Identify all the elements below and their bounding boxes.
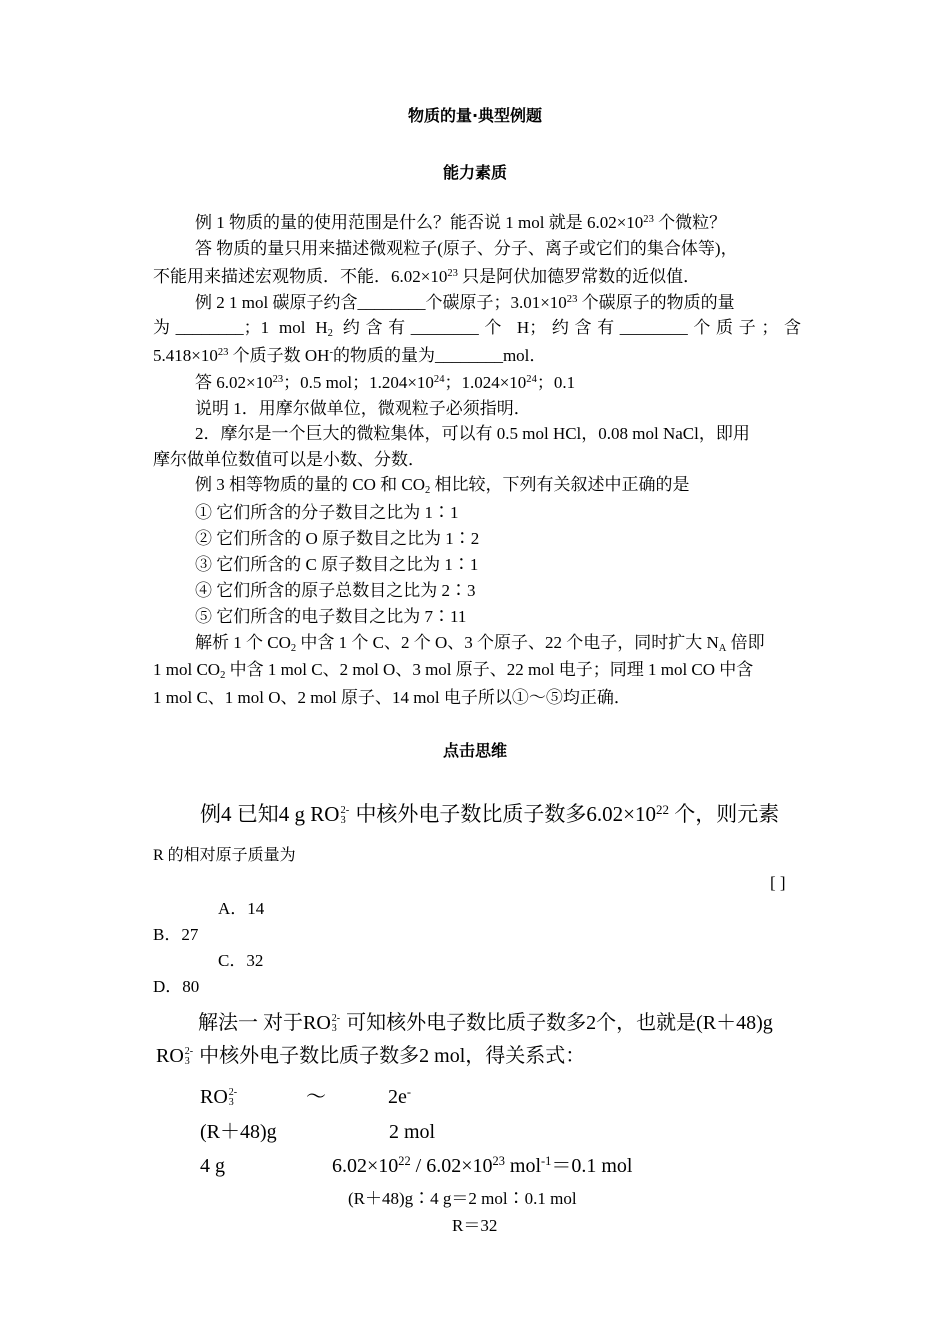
answer-bracket: [ ]: [770, 873, 786, 892]
solution-line-1: 解法一 对于RO 2- 3 可知核外电子数比质子数多2个，也就是(R＋48)g: [198, 1012, 773, 1034]
result-equation: R＝32: [452, 1216, 498, 1235]
example-3-analysis-line-1: 解析 1 个 $CO_2$ 中含 1 个 C、2 个 O、3 个原子、22 个电子，同时扩大 $N_A$ 倍即: [195, 633, 765, 655]
proportion-equation: (R＋48)g∶4 g＝2 mol∶0.1 mol: [348, 1189, 577, 1208]
example-2-line-2: 为________；1 mol $H_2$ 约含有________个 H；约含有________个质子；含: [153, 318, 801, 340]
option-a: A．14: [218, 899, 265, 918]
relation-row-3-mass: 4 g: [200, 1155, 225, 1177]
example-3-item-4: ④ 它们所含的原子总数目之比为 2∶3: [195, 581, 476, 600]
example-3-item-2: ② 它们所含的 O 原子数目之比为 1∶2: [195, 529, 480, 548]
example-4-question: 例4 已知4 g RO 2- 3 中核外电子数比质子数多$6.02\times 10^{22}$ 个，则元素: [200, 801, 780, 826]
relation-tilde: ～: [306, 1086, 326, 1108]
example-2-note-3: 摩尔做单位数值可以是小数、分数．: [153, 450, 425, 469]
example-3-question: 例 3 相等物质的量的 CO 和 $CO_2$ 相比较，下列有关叙述中正确的是: [195, 475, 690, 497]
relation-row-1-formula: RO 2- 3: [200, 1086, 238, 1108]
option-d: D．80: [153, 977, 200, 996]
example-2-note-2: 2．摩尔是一个巨大的微粒集体，可以有 0.5 mol HCl，0.08 mol NaCl，即用: [195, 424, 750, 443]
example-1-answer-line-2: 不能用来描述宏观物质．不能．$6.02\times 10^{23}$ 只是阿伏加德罗常数的近似值．: [153, 267, 701, 286]
example-3-item-3: ③ 它们所含的 C 原子数目之比为 1∶1: [195, 555, 479, 574]
example-3-item-5: ⑤ 它们所含的电子数目之比为 7∶11: [195, 607, 467, 626]
section-heading-ability: 能力素质: [442, 163, 507, 182]
example-2-line-3: $5.418\times 10^{23}$ 个质子数 OH-的物质的量为________mol．: [153, 346, 547, 365]
example-1-answer-line-1: 答 物质的量只用来描述微观粒子(原子、分子、离子或它们的集合体等)，: [195, 239, 738, 258]
relation-row-2-mass: (R＋48)g: [200, 1121, 277, 1143]
example-3-analysis-line-2: 1 mol $CO_2$ 中含 1 mol C、2 mol O、3 mol 原子、22 mol 电子；同理 1 mol CO 中含: [153, 660, 754, 682]
example-3-item-1: ① 它们所含的分子数目之比为 1∶1: [195, 503, 459, 522]
relation-row-2-mol: 2 mol: [389, 1121, 436, 1143]
section-heading-thinking: 点击思维: [442, 741, 507, 760]
example-4-question-line-2: R 的相对原子质量为: [153, 847, 296, 864]
example-2-note-1: 说明 1．用摩尔做单位，微观粒子必须指明．: [195, 399, 531, 418]
ro3-formula-scripts: 2- 3: [340, 804, 350, 826]
option-c: C．32: [218, 951, 264, 970]
page-title: 物质的量·典型例题: [407, 106, 543, 125]
relation-row-1-electrons: 2e-: [388, 1085, 412, 1108]
solution-line-2: RO 2- 3 中核外电子数比质子数多2 mol，得关系式：: [156, 1045, 586, 1067]
example-1-question: 例 1 物质的量的使用范围是什么？能否说 1 mol 就是 $6.02\times 10^{23}$ 个微粒？: [195, 213, 727, 232]
example-3-analysis-line-3: 1 mol C、1 mol O、2 mol 原子、14 mol 电子所以①～⑤均正确．: [153, 688, 631, 707]
example-2-answer: 答 $6.02\times 10^{23}$；0.5 mol；$1.204\times 10^{24}$；$1.024\times 10^{24}$；0.1: [195, 373, 576, 392]
option-b: B．27: [153, 925, 199, 944]
example-2-line-1: 例 2 1 mol 碳原子约含________个碳原子；$3.01\times 10^{23}$ 个碳原子的物质的量: [195, 293, 735, 312]
relation-row-3-calc: $6.02\times 10^{22} / 6.02\times 10^{23}$ mol$^{-1}$＝0.1 mol: [332, 1154, 633, 1177]
